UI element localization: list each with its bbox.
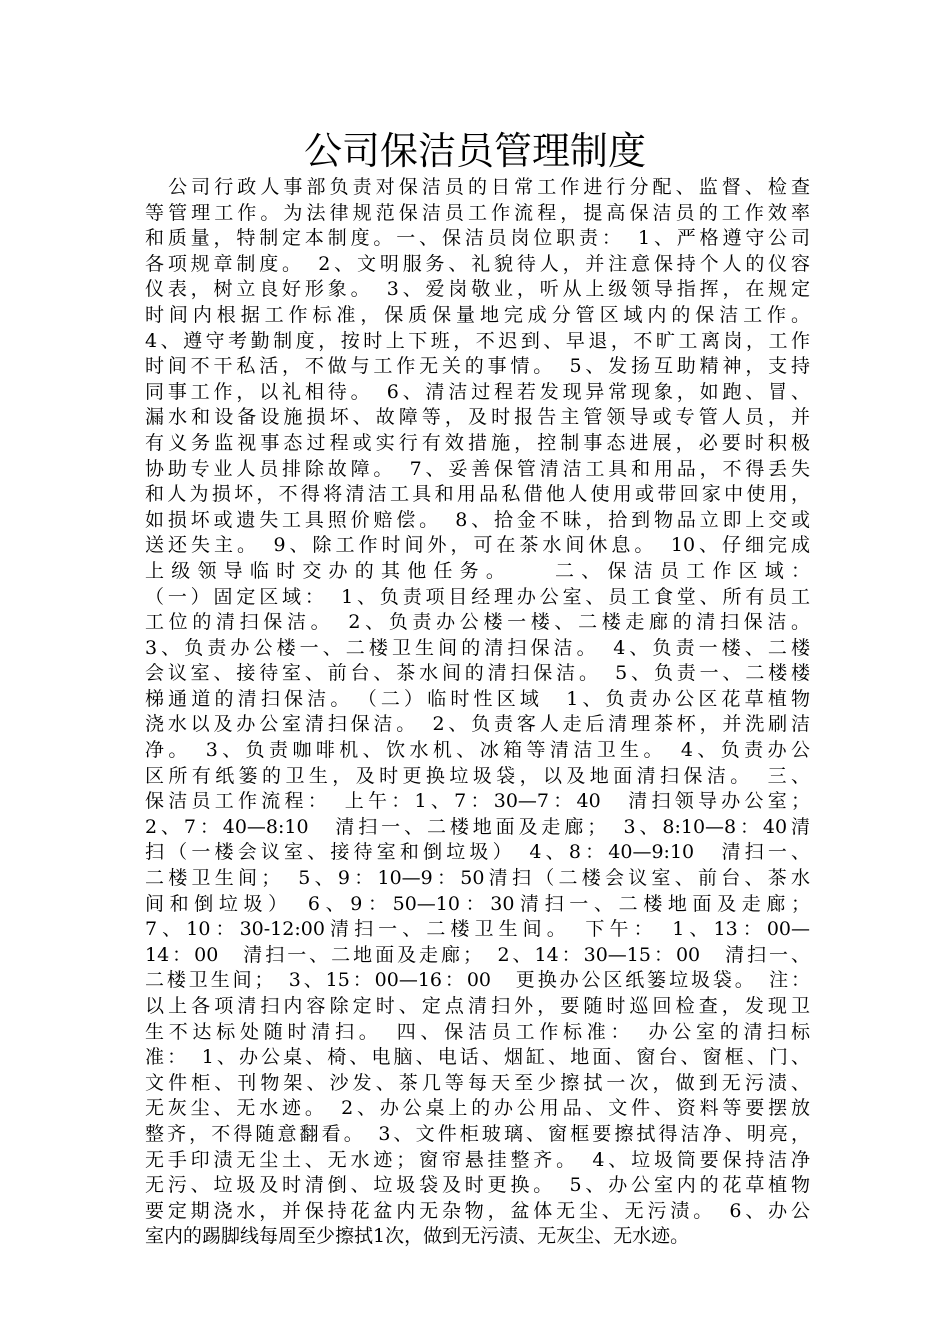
body-text-line: 以上各项清扫内容除定时、定点清扫外，要随时巡回检查，发现卫 [145, 995, 810, 1017]
body-text-line: 同事工作，以礼相待。 6、清洁过程若发现异常现象，如跑、冒、 [145, 380, 810, 403]
body-text-line: 2、7：40—8:10 清扫一、二楼地面及走廊； 3、8:10—8：40清 [145, 815, 810, 838]
body-text-line: 整齐，不得随意翻看。 3、文件柜玻璃、窗框要擦拭得洁净、明亮， [145, 1122, 810, 1145]
document-body [145, 175, 810, 1250]
body-text-line: 4、遵守考勤制度，按时上下班，不迟到、早退，不旷工离岗，工作 [145, 329, 810, 352]
body-text-line: 二楼卫生间； 3、15：00—16：00 更换办公区纸篓垃圾袋。 注： [145, 969, 810, 992]
body-text-line: 会议室、接待室、前台、茶水间的清扫保洁。 5、负责一、二楼楼 [145, 662, 810, 685]
body-text-line: 仪表，树立良好形象。 3、爱岗敬业，听从上级领导指挥，在规定 [145, 278, 810, 301]
body-text-line: 7、10：30-12:00清扫一、二楼卫生间。 下午： 1、13：00— [145, 918, 810, 941]
body-text-line: 时间内根据工作标准，保质保量地完成分管区域内的保洁工作。 [145, 303, 810, 326]
body-text-line: 要定期浇水，并保持花盆内无杂物，盆体无尘、无污渍。 6、办公 [145, 1199, 810, 1222]
body-text-line: 3、负责办公楼一、二楼卫生间的清扫保洁。 4、负责一楼、二楼 [145, 636, 810, 659]
body-text-line: 文件柜、刊物架、沙发、茶几等每天至少擦拭一次，做到无污渍、 [145, 1071, 810, 1094]
body-text-line: 上级领导临时交办的其他任务。 二、保洁员工作区域： [145, 559, 810, 582]
body-text-line: 生不达标处随时清扫。 四、保洁员工作标准： 办公室的清扫标 [145, 1020, 810, 1043]
body-text-line: 准： 1、办公桌、椅、电脑、电话、烟缸、地面、窗台、窗框、门、 [145, 1046, 810, 1069]
body-text-line: 室内的踢脚线每周至少擦拭1次，做到无污渍、无灰尘、无水迹。 [145, 1225, 690, 1248]
body-text-line: 无污、垃圾及时清倒、垃圾袋及时更换。 5、办公室内的花草植物 [145, 1174, 810, 1197]
body-text-line: 有义务监视事态过程或实行有效措施，控制事态进展，必要时积极 [145, 431, 810, 454]
body-text-line: 扫（一楼会议室、接待室和倒垃圾） 4、8：40—9:10 清扫一、 [145, 841, 810, 864]
body-text-line: 无灰尘、无水迹。 2、办公桌上的办公用品、文件、资料等要摆放 [145, 1097, 810, 1120]
body-text-line: 如损坏或遗失工具照价赔偿。 8、拾金不昧，拾到物品立即上交或 [145, 508, 810, 531]
body-text-line: 14：00 清扫一、二地面及走廊； 2、14：30—15：00 清扫一、 [145, 943, 810, 966]
body-text-line: 时间不干私活，不做与工作无关的事情。 5、发扬互助精神，支持 [145, 355, 810, 378]
body-text-line: 间和倒垃圾） 6、9：50—10：30清扫一、二楼地面及走廊； [145, 892, 810, 915]
body-text-line: 浇水以及办公室清扫保洁。 2、负责客人走后清理茶杯，并洗刷洁 [145, 713, 810, 736]
body-text-line: 工位的清扫保洁。 2、负责办公楼一楼、二楼走廊的清扫保洁。 [145, 611, 810, 634]
body-text-line: 无手印渍无尘土、无水迹；窗帘悬挂整齐。 4、垃圾筒要保持洁净 [145, 1148, 810, 1171]
body-text-line: 净。 3、负责咖啡机、饮水机、冰箱等清洁卫生。 4、负责办公 [145, 739, 810, 762]
body-text-line: 梯通道的清扫保洁。 （二）临时性区域 1、负责办公区花草植物 [145, 687, 810, 710]
body-text-line: 保洁员工作流程： 上午：1、7：30—7：40 清扫领导办公室； [145, 790, 810, 813]
body-text-line: 漏水和设备设施损坏、故障等，及时报告主管领导或专管人员，并 [145, 406, 810, 429]
body-text-line: 公司行政人事部负责对保洁员的日常工作进行分配、监督、检查 [145, 176, 810, 198]
body-text-line: 各项规章制度。 2、文明服务、礼貌待人，并注意保持个人的仪容 [145, 252, 810, 275]
body-text-line: 和质量，特制定本制度。一、保洁员岗位职责： 1、严格遵守公司 [145, 227, 810, 250]
body-text-line: 送还失主。 9、除工作时间外，可在茶水间休息。 10、仔细完成 [145, 534, 810, 557]
body-text-line: 和人为损坏，不得将清洁工具和用品私借他人使用或带回家中使用， [145, 483, 810, 506]
document-title: 公司保洁员管理制度 [303, 129, 646, 173]
body-text-line: 协助专业人员排除故障。 7、妥善保管清洁工具和用品，不得丢失 [145, 457, 810, 480]
body-text-line: 等管理工作。为法律规范保洁员工作流程，提高保洁员的工作效率 [145, 201, 810, 224]
body-text-line: （一）固定区域： 1、负责项目经理办公室、员工食堂、所有员工 [145, 585, 810, 608]
body-text-line: 二楼卫生间； 5、9：10—9：50清扫（二楼会议室、前台、茶水 [145, 867, 810, 890]
body-text-line: 区所有纸篓的卫生，及时更换垃圾袋，以及地面清扫保洁。 三、 [145, 764, 810, 787]
